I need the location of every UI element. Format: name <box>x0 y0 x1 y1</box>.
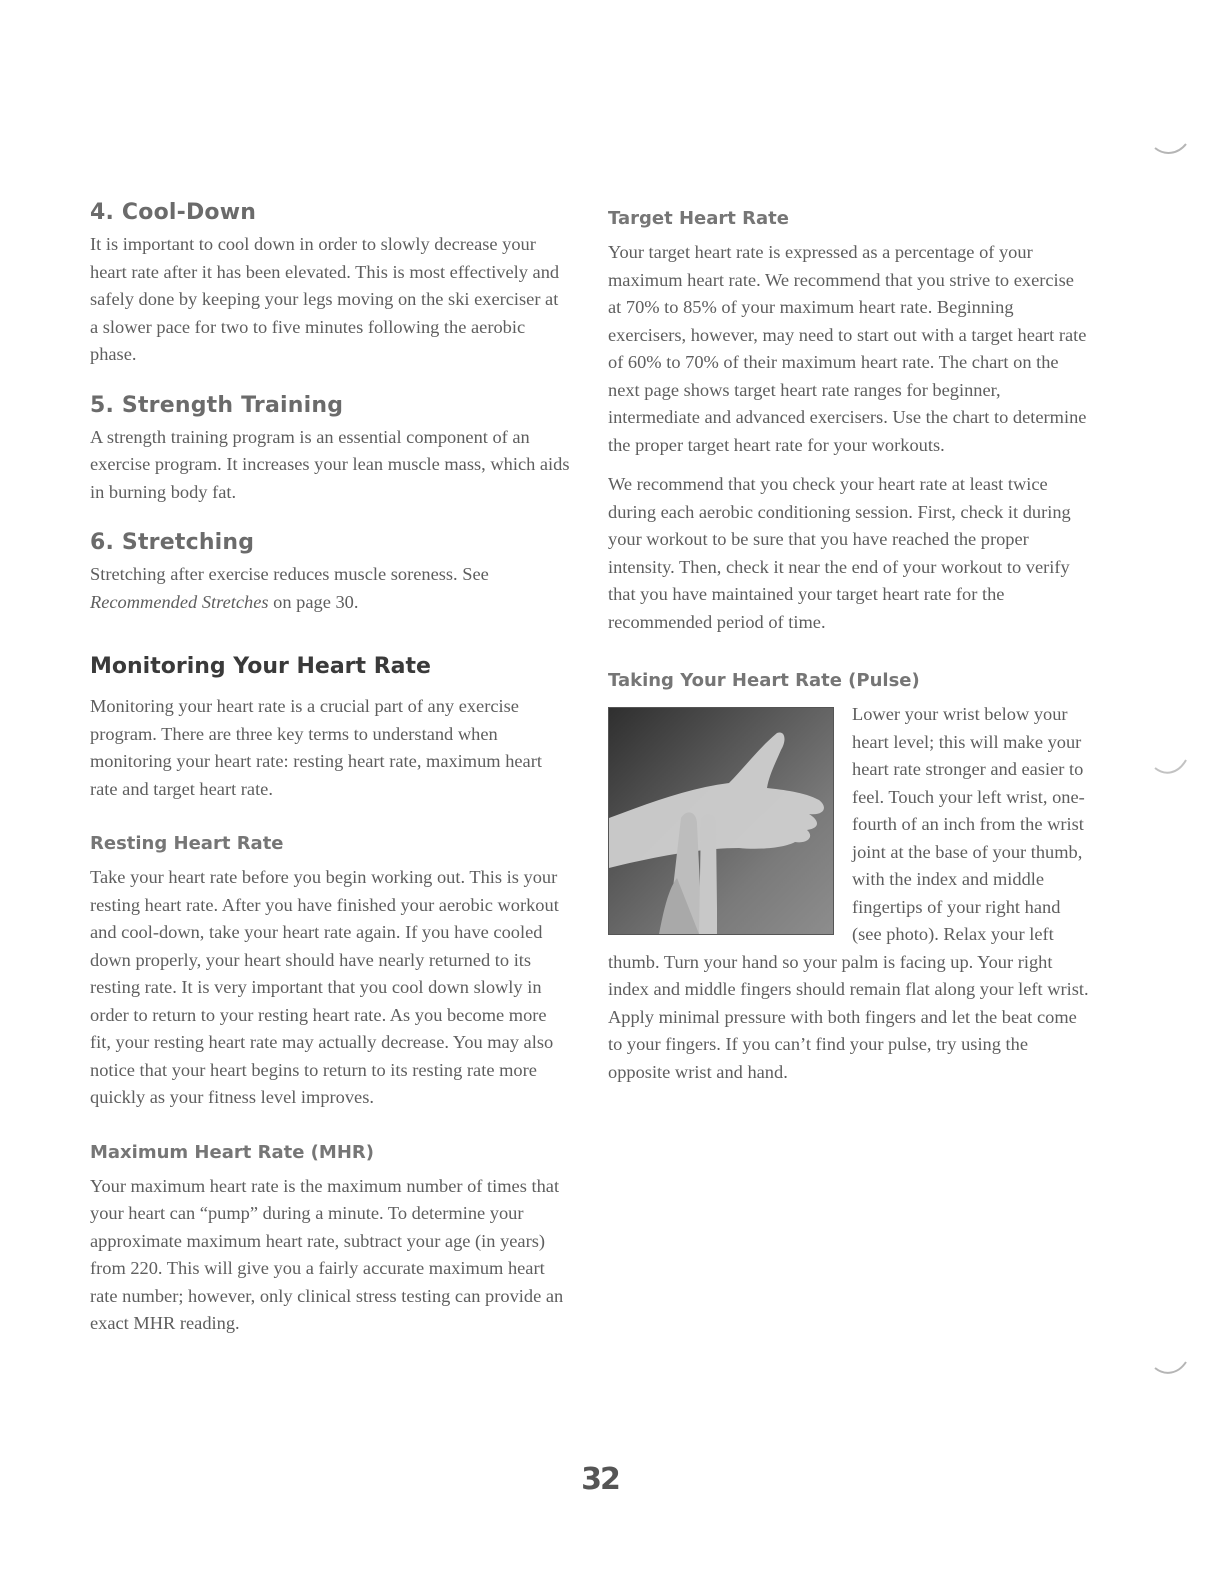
recommended-stretches-reference: Recommended Stretches <box>90 591 269 612</box>
left-column <box>90 200 570 1338</box>
maximum-section <box>90 1142 570 1338</box>
strength-heading: 5. Strength Training <box>90 392 344 418</box>
strength-section <box>90 393 570 507</box>
cooldown-text: It is important to cool down in order to slowly decrease your heart rate after it has been elevated. This is most effectively and safely done by keeping your legs moving on the ski exerciser at a slower pace for two to five minutes following the aerobic phase. <box>90 234 560 364</box>
pulse-section <box>608 670 1090 1086</box>
target-text-2: We recommend that you check your heart rate at least twice during each aerobic conditioning session. First, check it during your workout to be sure that you have reached the proper intensity. Then, check it near the end of your workout to verify that you have maintained your target heart rate for the recommended period of time. <box>608 474 1071 632</box>
stretching-heading: 6. Stretching <box>90 530 255 555</box>
punch-hole-mark-bottom <box>1150 1340 1190 1380</box>
pulse-heading: Taking Your Heart Rate (Pulse) <box>608 670 920 691</box>
stretching-text-after: on page 30. <box>268 591 359 612</box>
pulse-figure-wrap <box>608 701 1090 1086</box>
pulse-text: Lower your wrist below your heart level; this will make your heart rate stronger and easier to feel. Touch your left wrist, one-fourth of an inch from the wrist joint at the base of your thumb, with the index and middle fingertips of your right hand (see photo). Relax your left thumb. Turn your hand so your palm is facing up. Your right index and middle fingers should remain flat along your left wrist. Apply minimal pressure with both fingers and let the beat come to your fingers. If you can’t find your pulse, try using the opposite wrist and hand. <box>608 704 1089 1082</box>
wrist-pulse-photo <box>608 707 834 935</box>
stretching-text <box>90 561 570 616</box>
punch-hole-mark-middle <box>1150 740 1190 780</box>
cooldown-section <box>90 200 570 369</box>
monitoring-heading: Monitoring Your Heart Rate <box>90 654 431 679</box>
maximum-text: Your maximum heart rate is the maximum number of times that your heart can “pump” during a minute. To determine your approximate maximum heart rate, subtract your age (in years) from 220. This will give you a fairly accurate maximum heart rate number; however, only clinical stress testing can provide an exact MHR reading. <box>90 1175 564 1333</box>
maximum-heading: Maximum Heart Rate (MHR) <box>90 1141 374 1163</box>
resting-section <box>90 833 570 1112</box>
resting-heading: Resting Heart Rate <box>90 833 284 854</box>
stretching-text-before: Stretching after exercise reduces muscle soreness. See <box>90 564 489 584</box>
stretching-section <box>90 530 570 616</box>
target-heading: Target Heart Rate <box>608 208 789 229</box>
wrist-hand-illustration <box>609 708 833 934</box>
monitoring-text: Monitoring your heart rate is a crucial part of any exercise program. There are three key terms to understand when monitoring your heart rate: resting heart rate, maximum heart rate and target heart rate. <box>90 696 542 799</box>
page-number: 32 <box>581 1462 619 1497</box>
right-column <box>608 208 1090 1086</box>
cooldown-heading: 4. Cool-Down <box>90 200 257 225</box>
target-section <box>608 208 1090 636</box>
punch-hole-mark-top <box>1150 120 1190 160</box>
strength-text: A strength training program is an essential component of an exercise program. It increases your lean muscle mass, which aids in burning body fat. <box>90 426 570 502</box>
resting-text: Take your heart rate before you begin working out. This is your resting heart rate. After you have finished your aerobic workout and cool-down, take your heart rate again. If you have cooled down properly, your heart should have nearly returned to its resting rate. It is very important that you cool down slowly in order to return to your resting heart rate. As you become more fit, your resting heart rate may actually decrease. You may also notice that your heart begins to return to its resting rate more quickly as your fitness level improves. <box>90 867 559 1107</box>
target-text-1: Your target heart rate is expressed as a percentage of your maximum heart rate. We recommend that you strive to exercise at 70% to 85% of your maximum heart rate. Beginning exercisers, however, may need to start out with a target heart rate of 60% to 70% of their maximum heart rate. The chart on the next page shows target heart rate ranges for beginner, intermediate and advanced exercisers. Use the chart to determine the proper target heart rate for your workouts. <box>608 242 1087 455</box>
monitoring-section <box>90 654 570 803</box>
